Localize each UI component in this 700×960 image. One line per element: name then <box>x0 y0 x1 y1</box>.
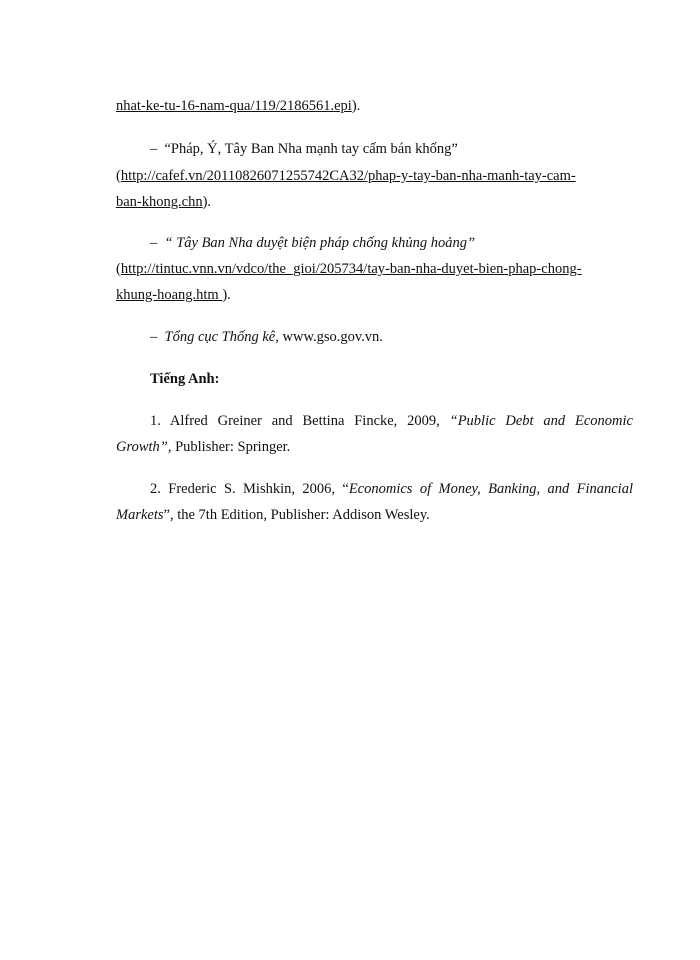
reference-vn-1-tail: nhat-ke-tu-16-nam-qua/119/2186561.epi). <box>116 98 361 114</box>
reference-title: “Pháp, Ý, Tây Ban Nha mạnh tay cấm bán khống” <box>164 141 458 157</box>
reference-en-2-line2: Markets”, the 7th Edition, Publisher: Addison Wesley. <box>116 507 430 523</box>
reference-vn-3-url: (http://tintuc.vnn.vn/vdco/the_gioi/205734/tay-ban-nha-duyet-bien-phap-chong- <box>116 261 582 277</box>
reference-link[interactable]: ban-khong.chn <box>116 194 203 210</box>
reference-site: www.gso.gov.vn. <box>278 329 383 345</box>
reference-vn-3-url-cont: khung-hoang.htm ). <box>116 287 231 303</box>
section-heading-english: Tiếng Anh: <box>150 371 220 387</box>
reference-en-2-line1: 2. Frederic S. Mishkin, 2006, “Economics of Money, Banking, and Financial <box>150 481 633 497</box>
reference-en-1-line1: 1. Alfred Greiner and Bettina Fincke, 2009, “Public Debt and Economic <box>150 413 633 429</box>
reference-vn-4: – Tổng cục Thống kê, www.gso.gov.vn. <box>150 329 383 345</box>
reference-source: Tổng cục Thống kê, <box>164 329 279 345</box>
reference-link[interactable]: khung-hoang.htm <box>116 287 223 303</box>
reference-link[interactable]: nhat-ke-tu-16-nam-qua/119/2186561.epi <box>116 98 352 114</box>
reference-vn-2-title: – “Pháp, Ý, Tây Ban Nha mạnh tay cấm bán khống” <box>150 141 458 157</box>
reference-title: “ Tây Ban Nha duyệt biện pháp chống khủng hoảng” <box>164 235 476 251</box>
reference-vn-2-url: (http://cafef.vn/20110826071255742CA32/phap-y-tay-ban-nha-manh-tay-cam- <box>116 168 576 184</box>
reference-vn-2-url-cont: ban-khong.chn). <box>116 194 212 210</box>
reference-vn-3-title: – “ Tây Ban Nha duyệt biện pháp chống khủng hoảng” <box>150 235 476 251</box>
reference-en-1-line2: Growth”, Publisher: Springer. <box>116 439 291 455</box>
reference-link[interactable]: http://cafef.vn/20110826071255742CA32/phap-y-tay-ban-nha-manh-tay-cam- <box>120 168 576 184</box>
reference-link[interactable]: http://tintuc.vnn.vn/vdco/the_gioi/205734/tay-ban-nha-duyet-bien-phap-chong- <box>120 261 582 277</box>
